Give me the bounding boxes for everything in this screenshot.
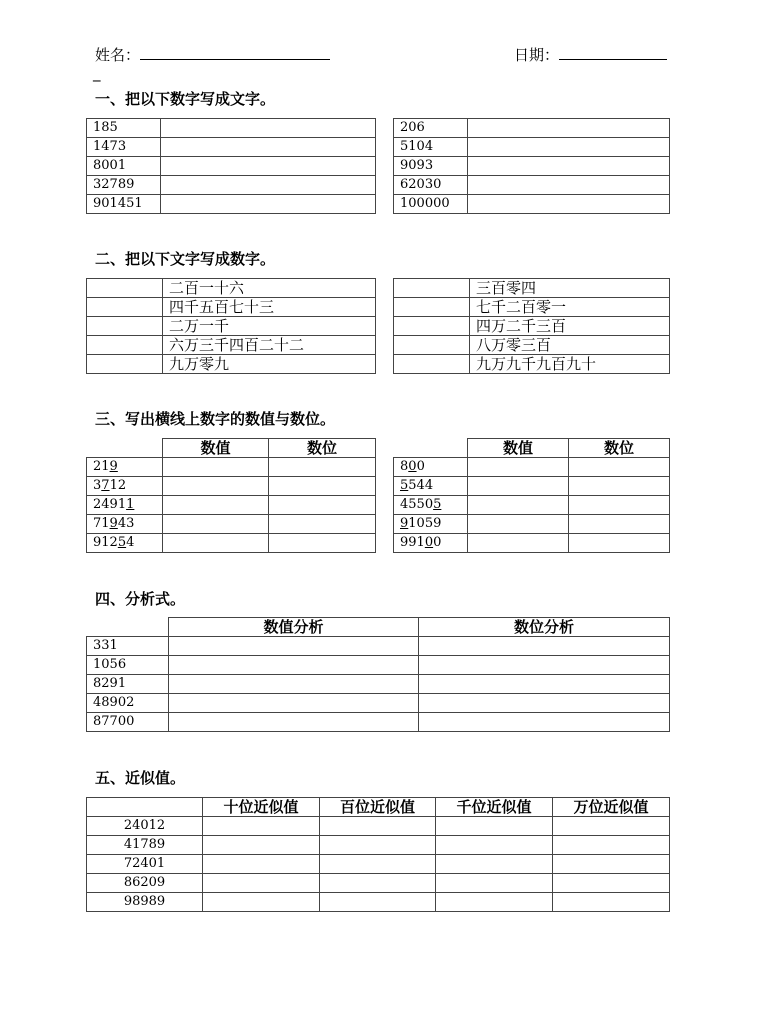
section-5-title: 五、近似值。 xyxy=(95,769,186,787)
name-label: 姓名： xyxy=(95,46,141,64)
sec4-number: 8291 xyxy=(87,675,169,694)
sec2-right-item: 七千二百零一 xyxy=(470,298,670,317)
number-part: 1059 xyxy=(408,516,442,531)
sec3-left-row xyxy=(87,515,376,534)
number-part: 912 xyxy=(93,535,118,550)
sec5-col-header: 百位近似值 xyxy=(320,798,436,817)
sec2-right-row xyxy=(394,336,670,355)
sec3-left-number xyxy=(87,496,163,515)
value-answer-cell[interactable] xyxy=(468,496,569,515)
sec2-right-table xyxy=(393,278,670,374)
value-analysis-cell[interactable] xyxy=(169,713,419,732)
place-analysis-cell[interactable] xyxy=(419,713,670,732)
value-answer-cell[interactable] xyxy=(163,534,269,553)
sec1-right-answer-cell[interactable] xyxy=(468,195,670,214)
sec2-right-item: 九万九千九百九十 xyxy=(470,355,670,374)
value-answer-cell[interactable] xyxy=(163,515,269,534)
value-analysis-cell[interactable] xyxy=(169,694,419,713)
sec2-left-row xyxy=(87,279,376,298)
underlined-digit: 9 xyxy=(109,516,118,531)
approx-answer-cell[interactable] xyxy=(553,817,670,836)
sec2-right-row xyxy=(394,279,670,298)
place-answer-cell[interactable] xyxy=(269,496,376,515)
sec1-left-row xyxy=(87,138,376,157)
sec3-right-col-place: 数位 xyxy=(569,439,670,458)
place-answer-cell[interactable] xyxy=(569,477,670,496)
place-answer-cell[interactable] xyxy=(569,458,670,477)
approx-answer-cell[interactable] xyxy=(203,817,320,836)
approx-answer-cell[interactable] xyxy=(436,836,553,855)
place-answer-cell[interactable] xyxy=(569,534,670,553)
sec3-right-col-value: 数值 xyxy=(468,439,569,458)
approx-answer-cell[interactable] xyxy=(203,893,320,912)
sec3-left-corner xyxy=(87,439,163,458)
approx-answer-cell[interactable] xyxy=(553,855,670,874)
sec3-left-row xyxy=(87,458,376,477)
approx-answer-cell[interactable] xyxy=(436,855,553,874)
date-label: 日期： xyxy=(514,46,560,64)
sec3-right-number xyxy=(394,496,468,515)
underlined-digit: 9 xyxy=(400,516,409,531)
sec1-left-answer-cell[interactable] xyxy=(161,195,376,214)
sec5-number: 72401 xyxy=(87,855,203,874)
approx-answer-cell[interactable] xyxy=(203,836,320,855)
sec4-corner xyxy=(87,618,169,637)
number-part: 544 xyxy=(408,478,434,493)
stray-underscore: _ xyxy=(93,64,101,82)
sec1-left-answer-cell[interactable] xyxy=(161,119,376,138)
sec2-left-item: 二万一千 xyxy=(163,317,376,336)
name-blank[interactable] xyxy=(140,45,330,60)
sec5-row xyxy=(87,817,670,836)
sec5-row xyxy=(87,836,670,855)
sec2-left-item: 九万零九 xyxy=(163,355,376,374)
sec2-left-answer-cell[interactable] xyxy=(87,336,163,355)
number-part: 8 xyxy=(400,459,409,474)
sec1-right-item: 100000 xyxy=(394,195,468,214)
sec2-right-row xyxy=(394,317,670,336)
value-answer-cell[interactable] xyxy=(468,515,569,534)
section-1-title: 一、把以下数字写成文字。 xyxy=(95,90,276,108)
sec1-left-row xyxy=(87,119,376,138)
sec4-row xyxy=(87,656,670,675)
place-analysis-cell[interactable] xyxy=(419,694,670,713)
sec3-right-row xyxy=(394,534,670,553)
number-part: 71 xyxy=(93,516,110,531)
sec4-row xyxy=(87,637,670,656)
number-part: 3 xyxy=(93,478,102,493)
sec2-right-answer-cell[interactable] xyxy=(394,355,470,374)
sec3-left-col-place: 数位 xyxy=(269,439,376,458)
sec2-left-table xyxy=(86,278,376,374)
sec1-left-row xyxy=(87,176,376,195)
value-answer-cell[interactable] xyxy=(163,458,269,477)
sec1-left-table xyxy=(86,118,376,214)
sec3-left-row xyxy=(87,496,376,515)
number-part: 991 xyxy=(400,535,425,550)
sec2-left-row xyxy=(87,317,376,336)
place-answer-cell[interactable] xyxy=(269,458,376,477)
sec1-right-answer-cell[interactable] xyxy=(468,157,670,176)
value-answer-cell[interactable] xyxy=(468,534,569,553)
approx-answer-cell[interactable] xyxy=(436,893,553,912)
place-answer-cell[interactable] xyxy=(269,477,376,496)
value-analysis-cell[interactable] xyxy=(169,637,419,656)
underlined-digit: 7 xyxy=(101,478,110,493)
sec1-left-answer-cell[interactable] xyxy=(161,138,376,157)
number-part: 12 xyxy=(109,478,127,493)
sec5-number: 24012 xyxy=(87,817,203,836)
sec1-right-answer-cell[interactable] xyxy=(468,176,670,195)
sec1-right-row xyxy=(394,119,670,138)
sec2-right-row xyxy=(394,355,670,374)
sec4-row xyxy=(87,675,670,694)
sec3-right-row xyxy=(394,458,670,477)
name-field[interactable] xyxy=(95,44,330,65)
date-field[interactable] xyxy=(514,44,667,65)
sec3-left-row xyxy=(87,534,376,553)
sec3-right-corner xyxy=(394,439,468,458)
sec5-col-header: 十位近似值 xyxy=(203,798,320,817)
sec3-right-number xyxy=(394,458,468,477)
sec3-right-row xyxy=(394,496,670,515)
sec5-number: 98989 xyxy=(87,893,203,912)
approx-answer-cell[interactable] xyxy=(553,874,670,893)
sec2-right-row xyxy=(394,298,670,317)
sec4-table xyxy=(86,617,670,732)
sec2-left-row xyxy=(87,355,376,374)
place-answer-cell[interactable] xyxy=(269,515,376,534)
approx-answer-cell[interactable] xyxy=(553,893,670,912)
number-part: 43 xyxy=(117,516,135,531)
sec3-right-number xyxy=(394,477,468,496)
sec1-right-item: 206 xyxy=(394,119,468,138)
sec4-row xyxy=(87,713,670,732)
sec4-col-value: 数值分析 xyxy=(169,618,419,637)
sec1-left-item: 32789 xyxy=(87,176,161,195)
place-answer-cell[interactable] xyxy=(569,515,670,534)
underlined-digit: 5 xyxy=(117,535,127,550)
number-part: 4550 xyxy=(400,497,434,512)
sec5-number: 41789 xyxy=(87,836,203,855)
sec4-number: 331 xyxy=(87,637,169,656)
value-analysis-cell[interactable] xyxy=(169,656,419,675)
approx-answer-cell[interactable] xyxy=(320,855,436,874)
underlined-digit: 5 xyxy=(433,497,442,512)
sec1-left-answer-cell[interactable] xyxy=(161,157,376,176)
sec1-left-item: 901451 xyxy=(87,195,161,214)
sec3-left-number xyxy=(87,515,163,534)
sec3-left-row xyxy=(87,477,376,496)
sec3-left-number xyxy=(87,477,163,496)
sec2-left-answer-cell[interactable] xyxy=(87,317,163,336)
sec2-left-answer-cell[interactable] xyxy=(87,355,163,374)
sec1-right-item: 5104 xyxy=(394,138,468,157)
underlined-digit: 1 xyxy=(126,497,135,512)
value-answer-cell[interactable] xyxy=(468,477,569,496)
underlined-digit: 5 xyxy=(400,478,409,493)
number-part: 4 xyxy=(126,535,135,550)
sec1-left-item: 1473 xyxy=(87,138,161,157)
sec1-right-item: 62030 xyxy=(394,176,468,195)
sec1-left-row xyxy=(87,195,376,214)
sec2-right-answer-cell[interactable] xyxy=(394,279,470,298)
approx-answer-cell[interactable] xyxy=(203,855,320,874)
sec2-left-item: 四千五百七十三 xyxy=(163,298,376,317)
sec1-right-table xyxy=(393,118,670,214)
sec2-left-answer-cell[interactable] xyxy=(87,298,163,317)
approx-answer-cell[interactable] xyxy=(320,874,436,893)
sec5-row xyxy=(87,893,670,912)
sec3-left-number xyxy=(87,458,163,477)
sec2-right-item: 三百零四 xyxy=(470,279,670,298)
approx-answer-cell[interactable] xyxy=(320,817,436,836)
approx-answer-cell[interactable] xyxy=(320,836,436,855)
number-part: 0 xyxy=(416,459,425,474)
place-analysis-cell[interactable] xyxy=(419,656,670,675)
sec2-right-item: 八万零三百 xyxy=(470,336,670,355)
approx-answer-cell[interactable] xyxy=(436,817,553,836)
sec3-right-row xyxy=(394,515,670,534)
approx-answer-cell[interactable] xyxy=(203,874,320,893)
sec3-right-table xyxy=(393,438,670,553)
sec3-right-number xyxy=(394,515,468,534)
sec2-right-answer-cell[interactable] xyxy=(394,317,470,336)
sec4-number: 87700 xyxy=(87,713,169,732)
sec4-number: 1056 xyxy=(87,656,169,675)
sec3-left-col-value: 数值 xyxy=(163,439,269,458)
sec1-right-answer-cell[interactable] xyxy=(468,119,670,138)
value-analysis-cell[interactable] xyxy=(169,675,419,694)
sec2-left-item: 二百一十六 xyxy=(163,279,376,298)
sec5-col-header: 千位近似值 xyxy=(436,798,553,817)
sec5-row xyxy=(87,855,670,874)
sec1-right-row xyxy=(394,176,670,195)
sec3-left-number xyxy=(87,534,163,553)
place-analysis-cell[interactable] xyxy=(419,637,670,656)
sec5-number: 86209 xyxy=(87,874,203,893)
sec4-row xyxy=(87,694,670,713)
sec1-right-row xyxy=(394,157,670,176)
sec2-left-item: 六万三千四百二十二 xyxy=(163,336,376,355)
underlined-digit: 9 xyxy=(109,459,118,474)
sec1-left-item: 185 xyxy=(87,119,161,138)
sec3-left-table xyxy=(86,438,376,553)
number-part: 0 xyxy=(433,535,442,550)
number-part: 2491 xyxy=(93,497,127,512)
sec2-right-answer-cell[interactable] xyxy=(394,298,470,317)
sec5-col-header: 万位近似值 xyxy=(553,798,670,817)
sec1-right-row xyxy=(394,195,670,214)
sec4-col-place: 数位分析 xyxy=(419,618,670,637)
date-blank[interactable] xyxy=(559,45,667,60)
underlined-digit: 0 xyxy=(408,459,417,474)
sec5-corner xyxy=(87,798,203,817)
sec5-row xyxy=(87,874,670,893)
number-part: 21 xyxy=(93,459,110,474)
sec1-left-item: 8001 xyxy=(87,157,161,176)
section-4-title: 四、分析式。 xyxy=(95,590,186,608)
sec2-right-answer-cell[interactable] xyxy=(394,336,470,355)
sec2-right-item: 四万二千三百 xyxy=(470,317,670,336)
place-analysis-cell[interactable] xyxy=(419,675,670,694)
place-answer-cell[interactable] xyxy=(569,496,670,515)
sec1-right-row xyxy=(394,138,670,157)
sec2-left-row xyxy=(87,336,376,355)
place-answer-cell[interactable] xyxy=(269,534,376,553)
sec1-right-item: 9093 xyxy=(394,157,468,176)
sec1-left-answer-cell[interactable] xyxy=(161,176,376,195)
approx-answer-cell[interactable] xyxy=(436,874,553,893)
sec2-left-answer-cell[interactable] xyxy=(87,279,163,298)
value-answer-cell[interactable] xyxy=(163,496,269,515)
sec1-left-row xyxy=(87,157,376,176)
sec1-right-answer-cell[interactable] xyxy=(468,138,670,157)
sec3-right-number xyxy=(394,534,468,553)
value-answer-cell[interactable] xyxy=(468,458,569,477)
sec3-right-row xyxy=(394,477,670,496)
approx-answer-cell[interactable] xyxy=(320,893,436,912)
underlined-digit: 0 xyxy=(424,535,434,550)
sec5-table xyxy=(86,797,670,912)
sec2-left-row xyxy=(87,298,376,317)
section-3-title: 三、写出横线上数字的数值与数位。 xyxy=(95,410,336,428)
value-answer-cell[interactable] xyxy=(163,477,269,496)
approx-answer-cell[interactable] xyxy=(553,836,670,855)
section-2-title: 二、把以下文字写成数字。 xyxy=(95,250,276,268)
sec4-number: 48902 xyxy=(87,694,169,713)
